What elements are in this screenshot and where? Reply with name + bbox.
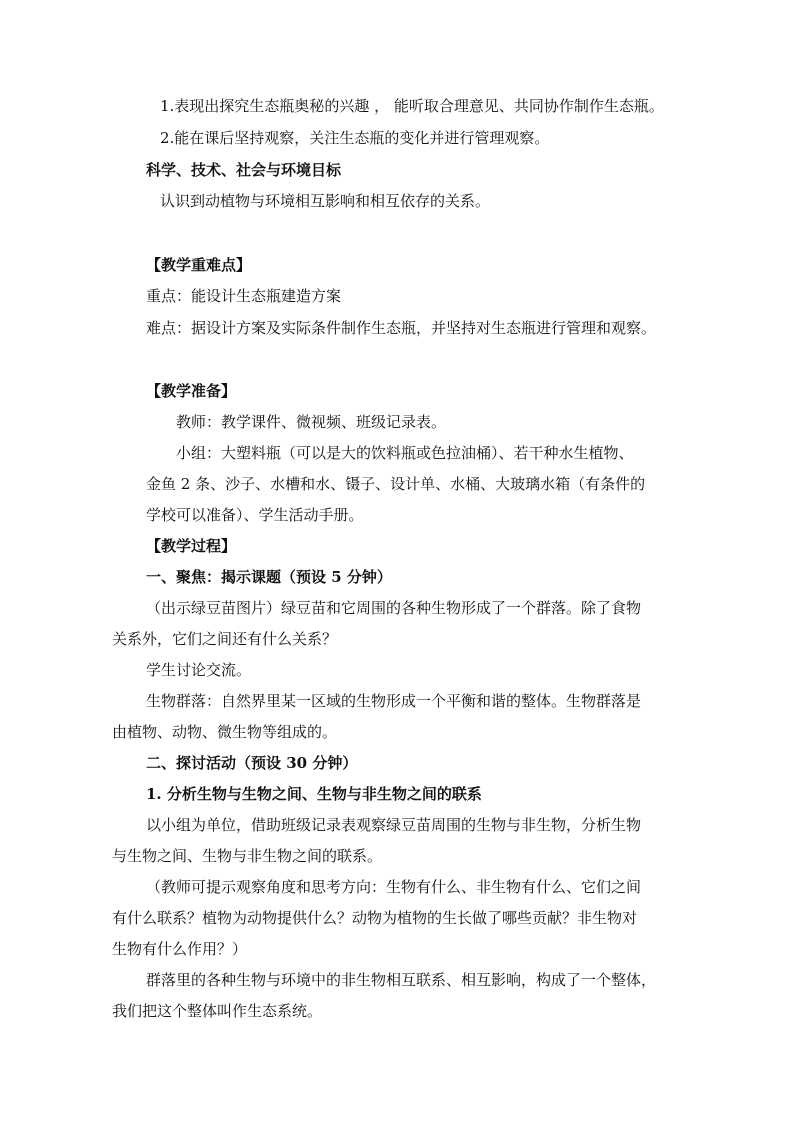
teacher-hint-line-1: （教师可提示观察角度和思考方向：生物有什么、非生物有什么、它们之间	[146, 878, 642, 896]
goal-line-1: 1.表现出探究生态瓶奥秘的兴趣 ， 能听取合理意见、共同协作制作生态瓶。	[160, 97, 664, 115]
ecosystem-para-1: 群落里的各种生物与环境中的非生物相互联系、相互影响，构成了一个整体，	[146, 971, 657, 989]
heading-preparation: 【教学准备】	[146, 382, 237, 400]
difficulty-text: 难点：据设计方案及实际条件制作生态瓶，并坚持对生态瓶进行管理和观察。	[146, 319, 657, 337]
heading-key-points: 【教学重难点】	[146, 256, 252, 274]
prep-group-line-2: 金鱼 2 条、沙子、水槽和水、镊子、设计单、水桶、大玻璃水箱（有条件的	[146, 475, 646, 493]
step-1-para-1: （出示绿豆苗图片）绿豆苗和它周围的各种生物形成了一个群落。除了食物	[146, 599, 642, 617]
sts-goal-text: 认识到动植物与环境相互影响和相互依存的关系。	[160, 192, 491, 210]
teacher-hint-line-3: 生物有什么作用？）	[112, 940, 248, 958]
teacher-hint-line-2: 有什么联系？植物为动物提供什么？动物为植物的生长做了哪些贡献？非生物对	[112, 909, 638, 927]
activity-1-para-1: 以小组为单位，借助班级记录表观察绿豆苗周围的生物与非生物，分析生物	[146, 816, 642, 834]
activity-1-heading: 1. 分析生物与生物之间、生物与非生物之间的联系	[146, 785, 482, 803]
prep-teacher: 教师：教学课件、微视频、班级记录表。	[176, 413, 447, 431]
key-point-text: 重点：能设计生态瓶建造方案	[146, 287, 342, 305]
step-1-para-1-cont: 关系外，它们之间还有什么关系？	[112, 630, 338, 648]
step-1-discussion: 学生讨论交流。	[146, 661, 252, 679]
step-2-heading: 二、探讨活动（预设 30 分钟）	[146, 754, 358, 772]
ecosystem-para-1-cont: 我们把这个整体叫作生态系统。	[112, 1002, 323, 1020]
prep-group-line-1: 小组：大塑料瓶（可以是大的饮料瓶或色拉油桶）、若干种水生植物、	[176, 444, 634, 462]
community-definition: 生物群落：自然界里某一区域的生物形成一个平衡和谐的整体。生物群落是	[146, 692, 642, 710]
community-definition-cont: 由植物、动物、微生物等组成的。	[112, 723, 338, 741]
heading-process: 【教学过程】	[146, 537, 237, 555]
step-1-heading: 一、聚焦：揭示课题（预设 5 分钟）	[146, 568, 392, 586]
goal-line-2: 2.能在课后坚持观察，关注生态瓶的变化并进行管理观察。	[160, 129, 550, 147]
prep-group-line-3: 学校可以准备）、学生活动手册。	[146, 506, 364, 524]
activity-1-para-1-cont: 与生物之间、生物与非生物之间的联系。	[112, 847, 383, 865]
section-heading-sts: 科学、技术、社会与环境目标	[146, 161, 342, 179]
